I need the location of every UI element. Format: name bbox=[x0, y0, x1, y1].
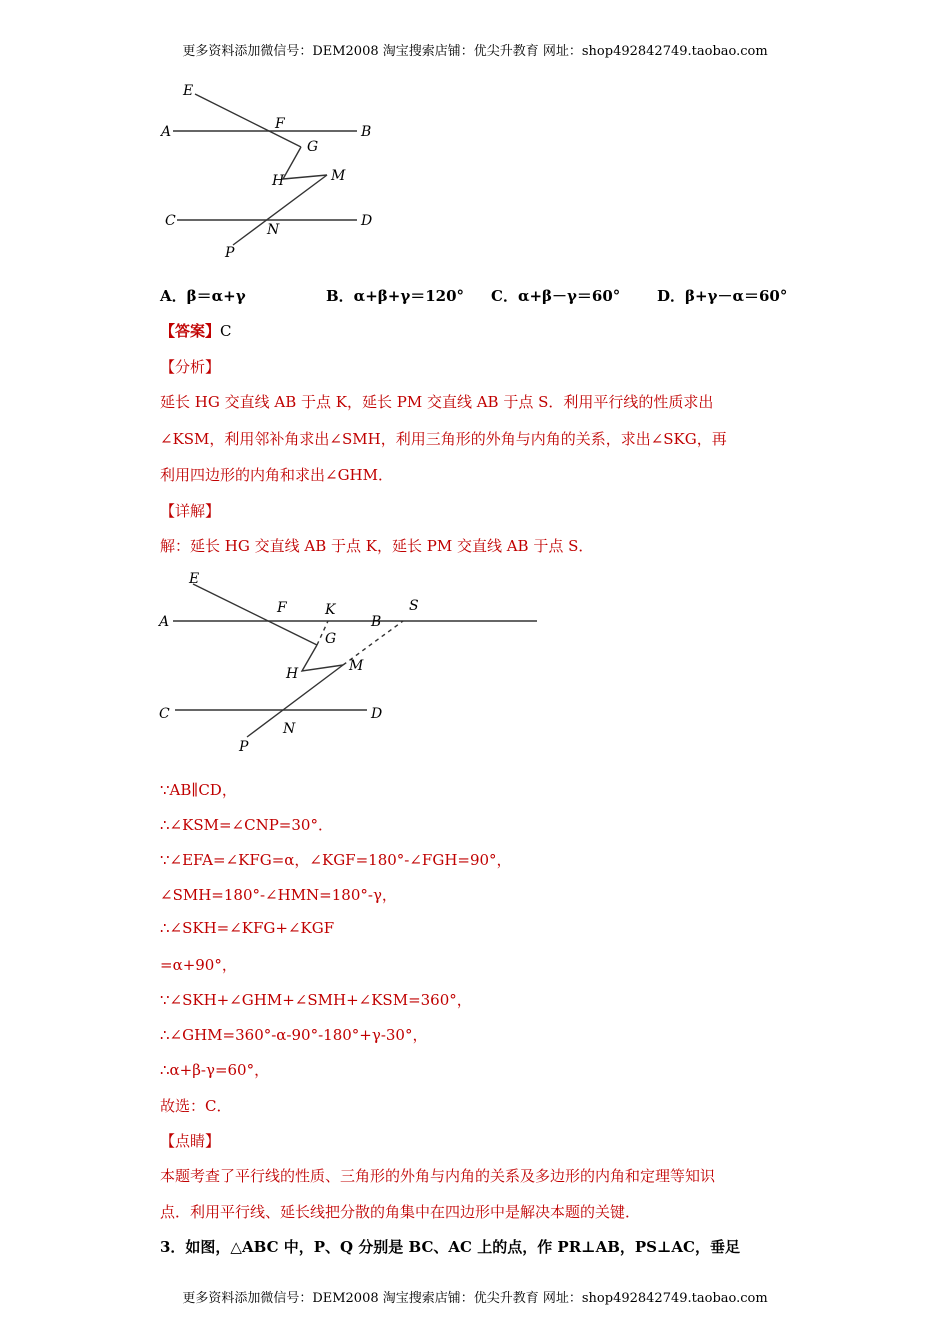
geometry-figure-1 bbox=[155, 75, 385, 265]
label-m: M bbox=[331, 168, 346, 184]
page-header: 更多资料添加微信号：DEM2008 淘宝搜索店铺：优尖升教育 网址：shop492842749.taobao.com bbox=[182, 44, 768, 59]
comment-line-2: 点．利用平行线、延长线把分散的角集中在四边形中是解决本题的关键． bbox=[160, 1203, 641, 1221]
analysis-line-1: 延长 HG 交直线 AB 于点 K，延长 PM 交直线 AB 于点 S．利用平行线的性质求出 bbox=[160, 393, 714, 411]
detail-step-6: =α+90°， bbox=[160, 956, 237, 974]
label-b: B bbox=[371, 614, 382, 630]
segment-ef-g bbox=[195, 94, 301, 147]
option-c: C．α+β－γ＝60° bbox=[491, 287, 621, 305]
detail-intro: 解：延长 HG 交直线 AB 于点 K，延长 PM 交直线 AB 于点 S． bbox=[160, 537, 594, 555]
detail-step-10: 故选：C． bbox=[160, 1097, 232, 1115]
detail-step-7: ∵∠SKH+∠GHM+∠SMH+∠KSM=360°， bbox=[160, 991, 472, 1009]
label-d: D bbox=[361, 213, 373, 229]
segment-g-h-m bbox=[302, 645, 343, 671]
label-b: B bbox=[361, 124, 372, 140]
label-c: C bbox=[159, 706, 170, 722]
label-a: A bbox=[159, 614, 170, 630]
label-p: P bbox=[239, 739, 249, 755]
label-k: K bbox=[325, 602, 336, 618]
answer-line bbox=[160, 320, 232, 341]
label-h: H bbox=[286, 666, 299, 682]
label-c: C bbox=[165, 213, 176, 229]
label-s: S bbox=[409, 598, 419, 614]
label-g: G bbox=[325, 631, 337, 647]
detail-step-1: ∵AB∥CD， bbox=[160, 781, 237, 799]
detail-step-2: ∴∠KSM=∠CNP=30°． bbox=[160, 816, 333, 834]
label-a: A bbox=[161, 124, 172, 140]
detail-step-4: ∠SMH=180°-∠HMN=180°-γ， bbox=[160, 886, 397, 904]
answer-label: 【答案】 bbox=[160, 322, 221, 340]
question-3: 3．如图，△ABC 中，P、Q 分别是 BC、AC 上的点，作 PR⊥AB，PS⊥AC，垂足 bbox=[160, 1238, 740, 1256]
label-m: M bbox=[349, 658, 364, 674]
analysis-label: 【分析】 bbox=[160, 358, 221, 376]
label-f: F bbox=[277, 600, 287, 616]
detail-step-9: ∴α+β-γ=60°， bbox=[160, 1061, 270, 1079]
answer-value: C bbox=[220, 322, 232, 340]
label-p: P bbox=[225, 245, 235, 261]
comment-line-1: 本题考查了平行线的性质、三角形的外角与内角的关系及多边形的内角和定理等知识 bbox=[160, 1167, 716, 1185]
detail-label: 【详解】 bbox=[160, 502, 221, 520]
detail-step-8: ∴∠GHM=360°-α-90°-180°+γ-30°， bbox=[160, 1026, 428, 1044]
option-a: A．β＝α+γ bbox=[160, 287, 246, 305]
segment-ef-g bbox=[193, 584, 317, 645]
analysis-line-3: 利用四边形的内角和求出∠GHM． bbox=[160, 466, 393, 484]
page-footer: 更多资料添加微信号：DEM2008 淘宝搜索店铺：优尖升教育 网址：shop492842749.taobao.com bbox=[182, 1291, 768, 1306]
comment-label: 【点睛】 bbox=[160, 1132, 221, 1150]
label-h: H bbox=[272, 173, 285, 189]
option-b: B．α+β+γ＝120° bbox=[326, 287, 465, 305]
detail-step-5: ∴∠SKH=∠KFG+∠KGF bbox=[160, 919, 335, 937]
option-d: D．β+γ－α＝60° bbox=[657, 287, 788, 305]
label-g: G bbox=[307, 139, 319, 155]
label-n: N bbox=[283, 721, 296, 737]
analysis-line-2: ∠KSM，利用邻补角求出∠SMH，利用三角形的外角与内角的关系，求出∠SKG，再 bbox=[160, 430, 727, 448]
label-n: N bbox=[267, 222, 280, 238]
segment-g-h-m bbox=[283, 147, 327, 179]
label-e: E bbox=[189, 571, 200, 587]
label-d: D bbox=[371, 706, 383, 722]
label-e: E bbox=[183, 83, 194, 99]
detail-step-3: ∵∠EFA=∠KFG=α，∠KGF=180°-∠FGH=90°， bbox=[160, 851, 512, 869]
geometry-figure-2 bbox=[155, 565, 545, 760]
label-f: F bbox=[275, 116, 285, 132]
